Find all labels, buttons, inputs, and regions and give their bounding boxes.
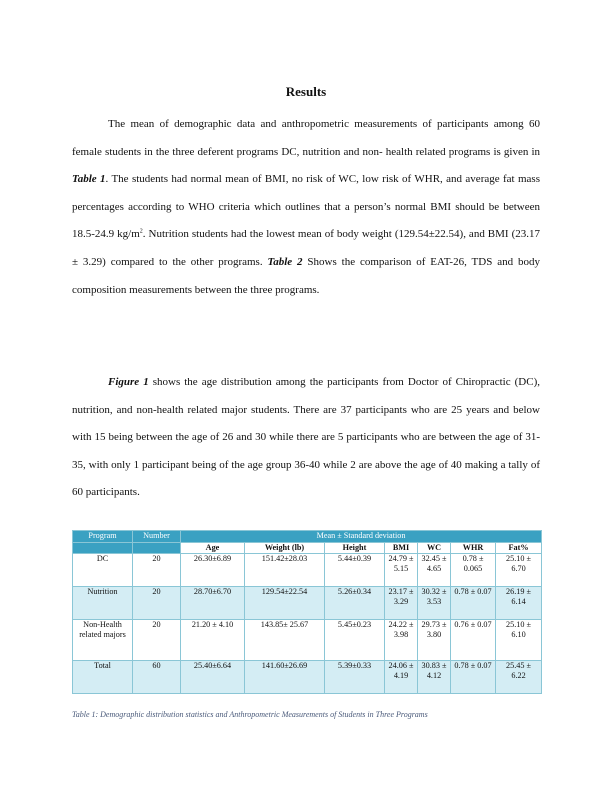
fat-cell: 26.19 ± 6.14 [496,587,542,620]
table-subheader-row [73,543,542,554]
whr-cell: 0.78 ± 0.07 [451,661,496,694]
program-cell: Total [73,661,133,694]
para1-text-4: Shows the comparison of EAT-26, TDS and body composition measurements between the three programs. [72,255,540,296]
column-header: Age [181,543,245,554]
age-cell: 28.70±6.70 [181,587,245,620]
wc-cell: 30.83 ± 4.12 [418,661,451,694]
height-cell: 5.26±0.34 [325,587,385,620]
para1-text-1: The mean of demographic data and anthropometric measurements of participants among 60 female students in the three deferent programs DC, nutrition and non- health related programs is given in [72,118,540,158]
age-cell: 25.40±6.64 [181,661,245,694]
demographics-table [72,530,542,694]
blank-header-cell [73,543,133,554]
fat-cell: 25.10 ± 6.10 [496,620,542,661]
para1-text-3: . Nutrition students had the lowest mean of body weight (129.54±22.54), and BMI (23.17 ± 3.29) compared to the other programs. [72,228,540,268]
blank-header-cell [133,543,181,554]
whr-cell: 0.78 ± 0.07 [451,587,496,620]
mean-sd-header: Mean ± Standard deviation [181,531,542,543]
table-1-reference: Table 1 [72,173,106,186]
table-row [73,661,542,694]
wc-cell: 30.32 ± 3.53 [418,587,451,620]
fat-cell: 25.10 ± 6.70 [496,554,542,587]
table-row [73,587,542,620]
weight-cell: 129.54±22.54 [245,587,325,620]
superscript-2: 2 [139,228,143,235]
column-header: WHR [451,543,496,554]
results-paragraph-2 [72,369,540,507]
number-cell: 20 [133,620,181,661]
wc-cell: 29.73 ± 3.80 [418,620,451,661]
number-header: Number [133,531,181,543]
table-row [73,620,542,661]
height-cell: 5.44±0.39 [325,554,385,587]
wc-cell: 32.45 ± 4.65 [418,554,451,587]
section-heading: Results [285,84,327,99]
program-cell: Nutrition [73,587,133,620]
fat-cell: 25.45 ± 6.22 [496,661,542,694]
program-header: Program [73,531,133,543]
column-header: Fat% [496,543,542,554]
column-header: Weight (lb) [245,543,325,554]
weight-cell: 143.85± 25.67 [245,620,325,661]
weight-cell: 151.42±28.03 [245,554,325,587]
figure-1-reference: Figure 1 [108,376,149,388]
bmi-cell: 23.17 ± 3.29 [385,587,418,620]
number-cell: 20 [133,587,181,620]
program-cell: DC [73,554,133,587]
column-header: Height [325,543,385,554]
age-cell: 26.30±6.89 [181,554,245,587]
height-cell: 5.45±0.23 [325,620,385,661]
weight-cell: 141.60±26.69 [245,661,325,694]
column-header: WC [418,543,451,554]
whr-cell: 0.76 ± 0.07 [451,620,496,661]
table-2-reference: Table 2 [267,255,303,268]
bmi-cell: 24.79 ± 5.15 [385,554,418,587]
para1-text-2: . The students had normal mean of BMI, no risk of WC, low risk of WHR, and average fat mass percentages according to WHO criteria which outlines that a person’s normal BMI should be between 18.5-24.9 kg/m [72,173,540,241]
table-row [73,554,542,587]
number-cell: 20 [133,554,181,587]
para2-text: shows the age distribution among the participants from Doctor of Chiropractic (DC), nutrition, and non-health related major students. There are 37 participants who are 25 years and below with 15 being between the age of 26 and 30 while there are 5 participants who are between the age of 31-35, with only 1 participant being of the age group 36-40 while 2 are above the age of 40 making a tally of 60 participants. [72,376,540,499]
height-cell: 5.39±0.33 [325,661,385,694]
number-cell: 60 [133,661,181,694]
table-header-row [73,531,542,543]
bmi-cell: 24.06 ± 4.19 [385,661,418,694]
column-header: BMI [385,543,418,554]
whr-cell: 0.78 ± 0.065 [451,554,496,587]
age-cell: 21.20 ± 4.10 [181,620,245,661]
results-paragraph-1 [72,111,540,304]
bmi-cell: 24.22 ± 3.98 [385,620,418,661]
table-caption: Table 1: Demographic distribution statistics and Anthropometric Measurements of Students in Three Programs [72,710,428,719]
program-cell: Non-Health related majors [73,620,133,661]
